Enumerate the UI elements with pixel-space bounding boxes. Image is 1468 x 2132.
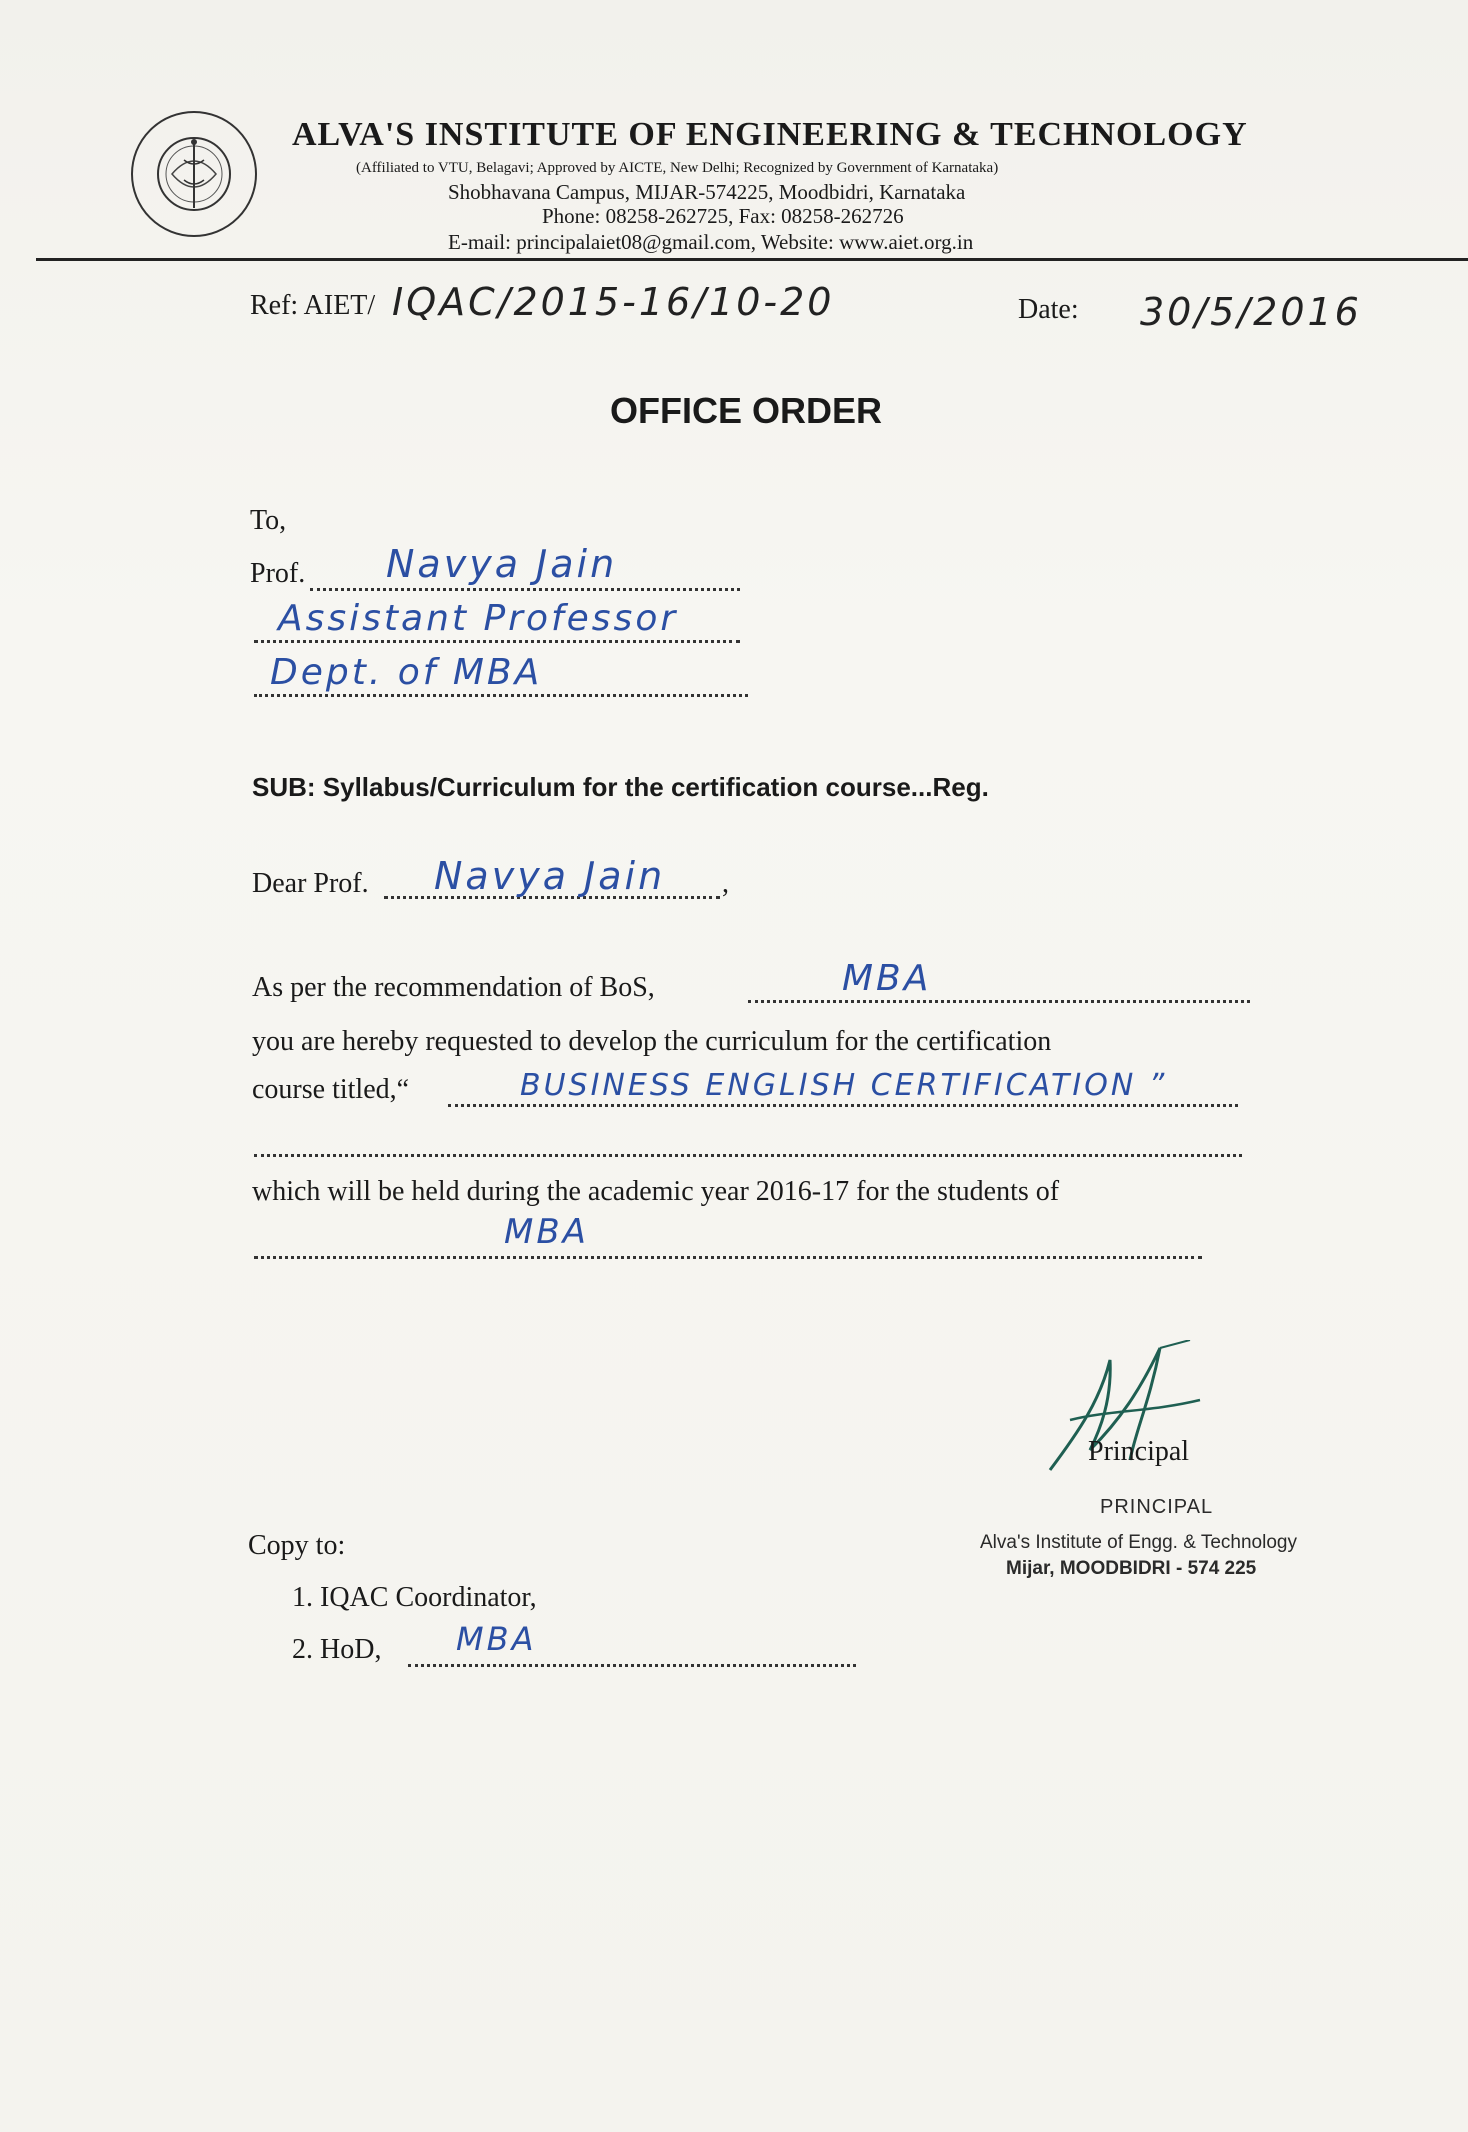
letterhead-divider — [36, 258, 1468, 261]
students-value: MBA — [504, 1212, 589, 1252]
students-line — [254, 1256, 1202, 1259]
body-line-1: As per the recommendation of BoS, — [252, 972, 655, 1003]
bos-value: MBA — [842, 958, 932, 999]
date-label: Date: — [1018, 294, 1079, 325]
prof-label: Prof. — [250, 558, 306, 589]
institute-name: ALVA'S INSTITUTE OF ENGINEERING & TECHNOLOGY — [292, 116, 1248, 153]
addressee-name: Navya Jain — [386, 542, 618, 586]
addressee-department: Dept. of MBA — [270, 652, 543, 693]
stamp-title: PRINCIPAL — [1100, 1496, 1214, 1518]
salutation-comma: , — [722, 868, 729, 899]
principal-label: Principal — [1088, 1436, 1190, 1467]
copy-to-label: Copy to: — [248, 1530, 346, 1561]
subject-line: SUB: Syllabus/Curriculum for the certification course...Reg. — [252, 772, 989, 802]
bos-line — [748, 1000, 1250, 1003]
to-label: To, — [250, 505, 287, 536]
institute-phone: Phone: 08258-262725, Fax: 08258-262726 — [542, 204, 904, 228]
course-title-line — [448, 1104, 1238, 1107]
body-line-2: you are hereby requested to develop the curriculum for the certification — [252, 1026, 1052, 1057]
ref-value: IQAC/2015-16/10-20 — [392, 280, 835, 324]
stamp-institute: Alva's Institute of Engg. & Technology — [980, 1532, 1297, 1553]
hod-line — [408, 1664, 856, 1667]
department-line — [254, 694, 748, 697]
course-title: BUSINESS ENGLISH CERTIFICATION ” — [520, 1068, 1168, 1103]
institute-address: Shobhavana Campus, MIJAR-574225, Moodbidri, Karnataka — [448, 180, 966, 204]
prof-name-line — [310, 588, 740, 591]
body-line-3: course titled,“ — [252, 1074, 410, 1105]
course-title-line-2 — [254, 1154, 1242, 1157]
copy-to-item-2-label: 2. HoD, — [292, 1634, 382, 1665]
addressee-designation: Assistant Professor — [278, 598, 679, 639]
hod-value: MBA — [456, 1620, 537, 1658]
stamp-address: Mijar, MOODBIDRI - 574 225 — [1006, 1558, 1257, 1579]
salutation-name: Navya Jain — [434, 854, 666, 898]
institute-email-website: E-mail: principalaiet08@gmail.com, Website: www.aiet.org.in — [448, 230, 974, 254]
institute-logo — [128, 108, 260, 240]
body-line-4: which will be held during the academic year 2016-17 for the students of — [252, 1176, 1060, 1207]
ref-label: Ref: AIET/ — [250, 290, 376, 321]
document-title: OFFICE ORDER — [610, 390, 883, 431]
designation-line — [254, 640, 740, 643]
copy-to-item-1: 1. IQAC Coordinator, — [292, 1582, 537, 1613]
affiliation-text: (Affiliated to VTU, Belagavi; Approved by AICTE, New Delhi; Recognized by Government of Karnataka) — [356, 160, 999, 176]
salutation-label: Dear Prof. — [252, 868, 369, 899]
date-value: 30/5/2016 — [1140, 290, 1362, 334]
